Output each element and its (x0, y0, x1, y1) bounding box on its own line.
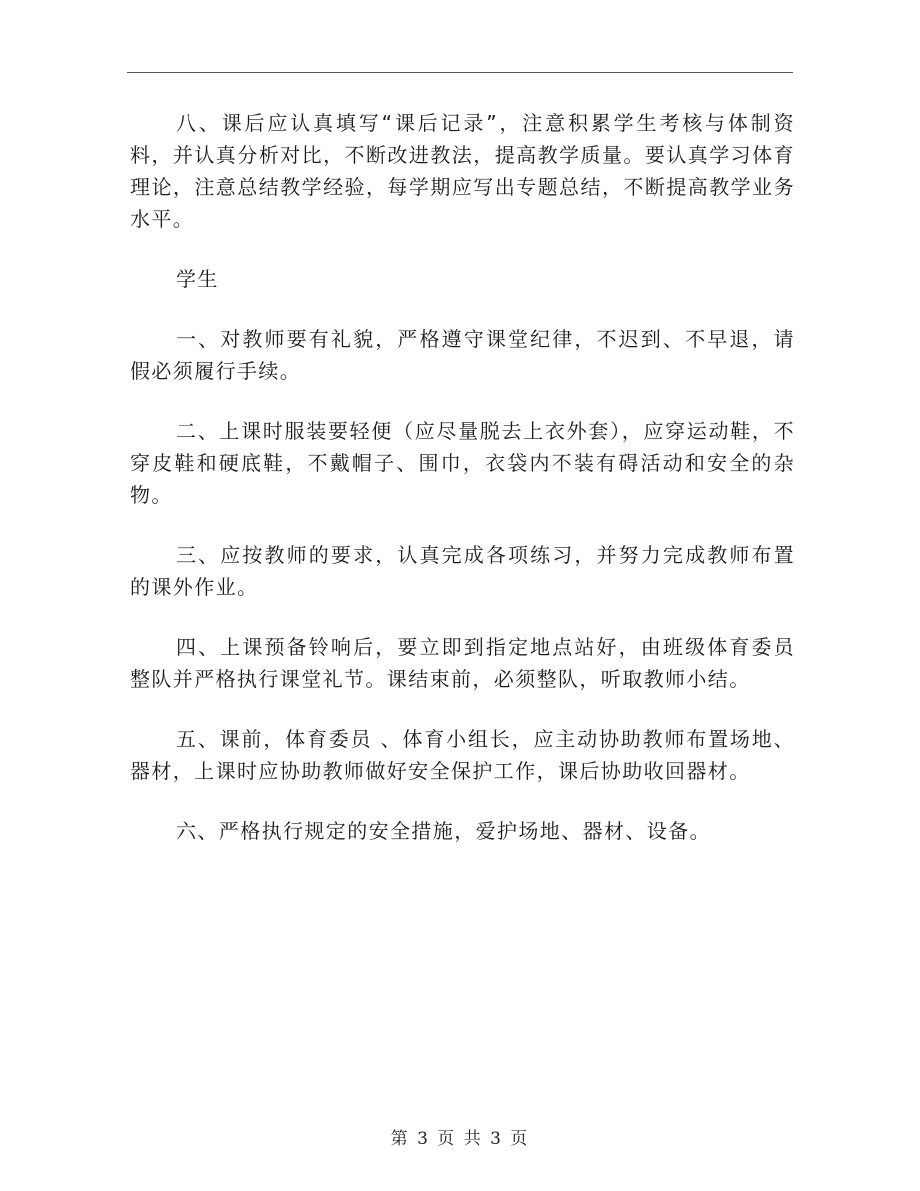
paragraph-student-3: 三、应按教师的要求，认真完成各项练习，并努力完成教师布置的课外作业。 (130, 543, 795, 599)
paragraph-student-1: 一、对教师要有礼貌，严格遵守课堂纪律，不迟到、不早退，请假必须履行手续。 (130, 327, 795, 383)
paragraph-student-5: 五、课前，体育委员 、体育小组长，应主动协助教师布置场地、器材，上课时应协助教师做好安全保护工作，课后协助收回器材。 (130, 727, 795, 783)
header-rule (127, 72, 793, 73)
paragraph-student-2: 二、上课时服装要轻便（应尽量脱去上衣外套），应穿运动鞋，不穿皮鞋和硬底鞋，不戴帽子、围巾，衣袋内不装有碍活动和安全的杂物。 (130, 419, 795, 507)
paragraph-student-4: 四、上课预备铃响后，要立即到指定地点站好，由班级体育委员整队并严格执行课堂礼节。课结束前，必须整队，听取教师小结。 (130, 635, 795, 691)
paragraph-teacher-8: 八、课后应认真填写“课后记录”，注意积累学生考核与体制资料，并认真分析对比，不断改进教法，提高教学质量。要认真学习体育理论，注意总结教学经验，每学期应写出专题总结，不断提高教学业务水平。 (130, 111, 795, 231)
section-heading-students: 学生 (176, 267, 219, 291)
document-body (130, 107, 795, 875)
page-number-footer: 第 3 页 共 3 页 (390, 1129, 530, 1149)
paragraph-student-6: 六、严格执行规定的安全措施，爱护场地、器材、设备。 (176, 819, 711, 843)
